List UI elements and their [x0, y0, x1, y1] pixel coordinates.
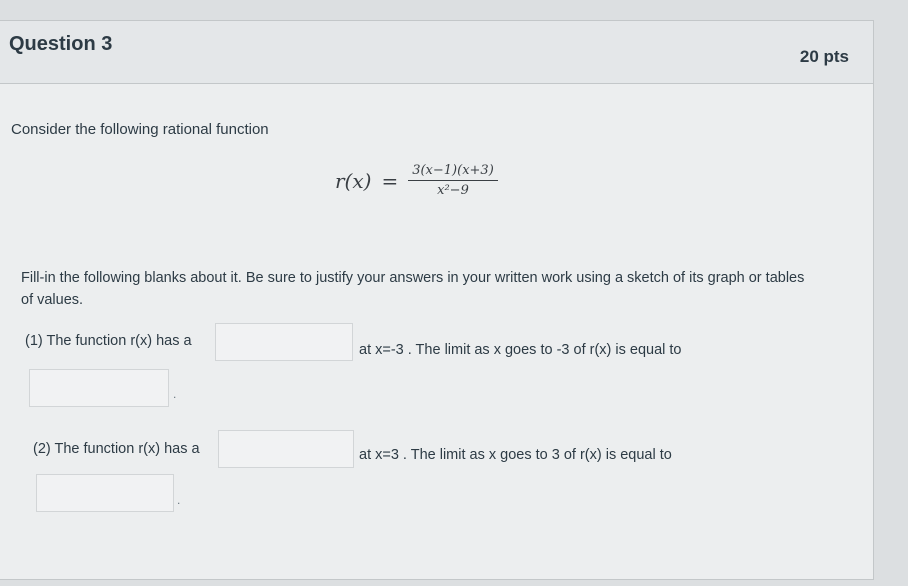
question-header	[0, 21, 873, 84]
question-intro: Consider the following rational function	[11, 121, 269, 138]
formula-fraction	[408, 163, 498, 198]
formula-lhs: r(x)	[335, 168, 372, 193]
question-instructions: Fill-in the following blanks about it. Be sure to justify your answers in your written work using a sketch of its graph or tables of values.	[21, 270, 805, 308]
question-card	[0, 20, 874, 580]
item1-blank2-input[interactable]	[29, 369, 169, 407]
formula-equals: =	[381, 168, 399, 193]
item1-prefix: (1) The function r(x) has a	[25, 333, 192, 349]
item2-blank1-input[interactable]	[218, 430, 354, 468]
rational-function-formula	[335, 163, 498, 198]
item2-suffix: at x=3 . The limit as x goes to 3 of r(x) is equal to	[359, 447, 672, 463]
formula-denominator: x²−9	[437, 183, 469, 198]
question-points: 20 pts	[799, 47, 849, 66]
item1-blank1-input[interactable]	[215, 323, 353, 361]
item2-prefix: (2) The function r(x) has a	[33, 441, 200, 457]
formula-numerator: 3(x−1)(x+3)	[412, 163, 494, 178]
item1-suffix: at x=-3 . The limit as x goes to -3 of r(x) is equal to	[359, 342, 682, 358]
item2-end-mark: .	[177, 493, 181, 507]
item2-blank2-input[interactable]	[36, 474, 174, 512]
question-title: Question 3	[9, 33, 113, 55]
item1-end-mark: .	[173, 387, 177, 401]
